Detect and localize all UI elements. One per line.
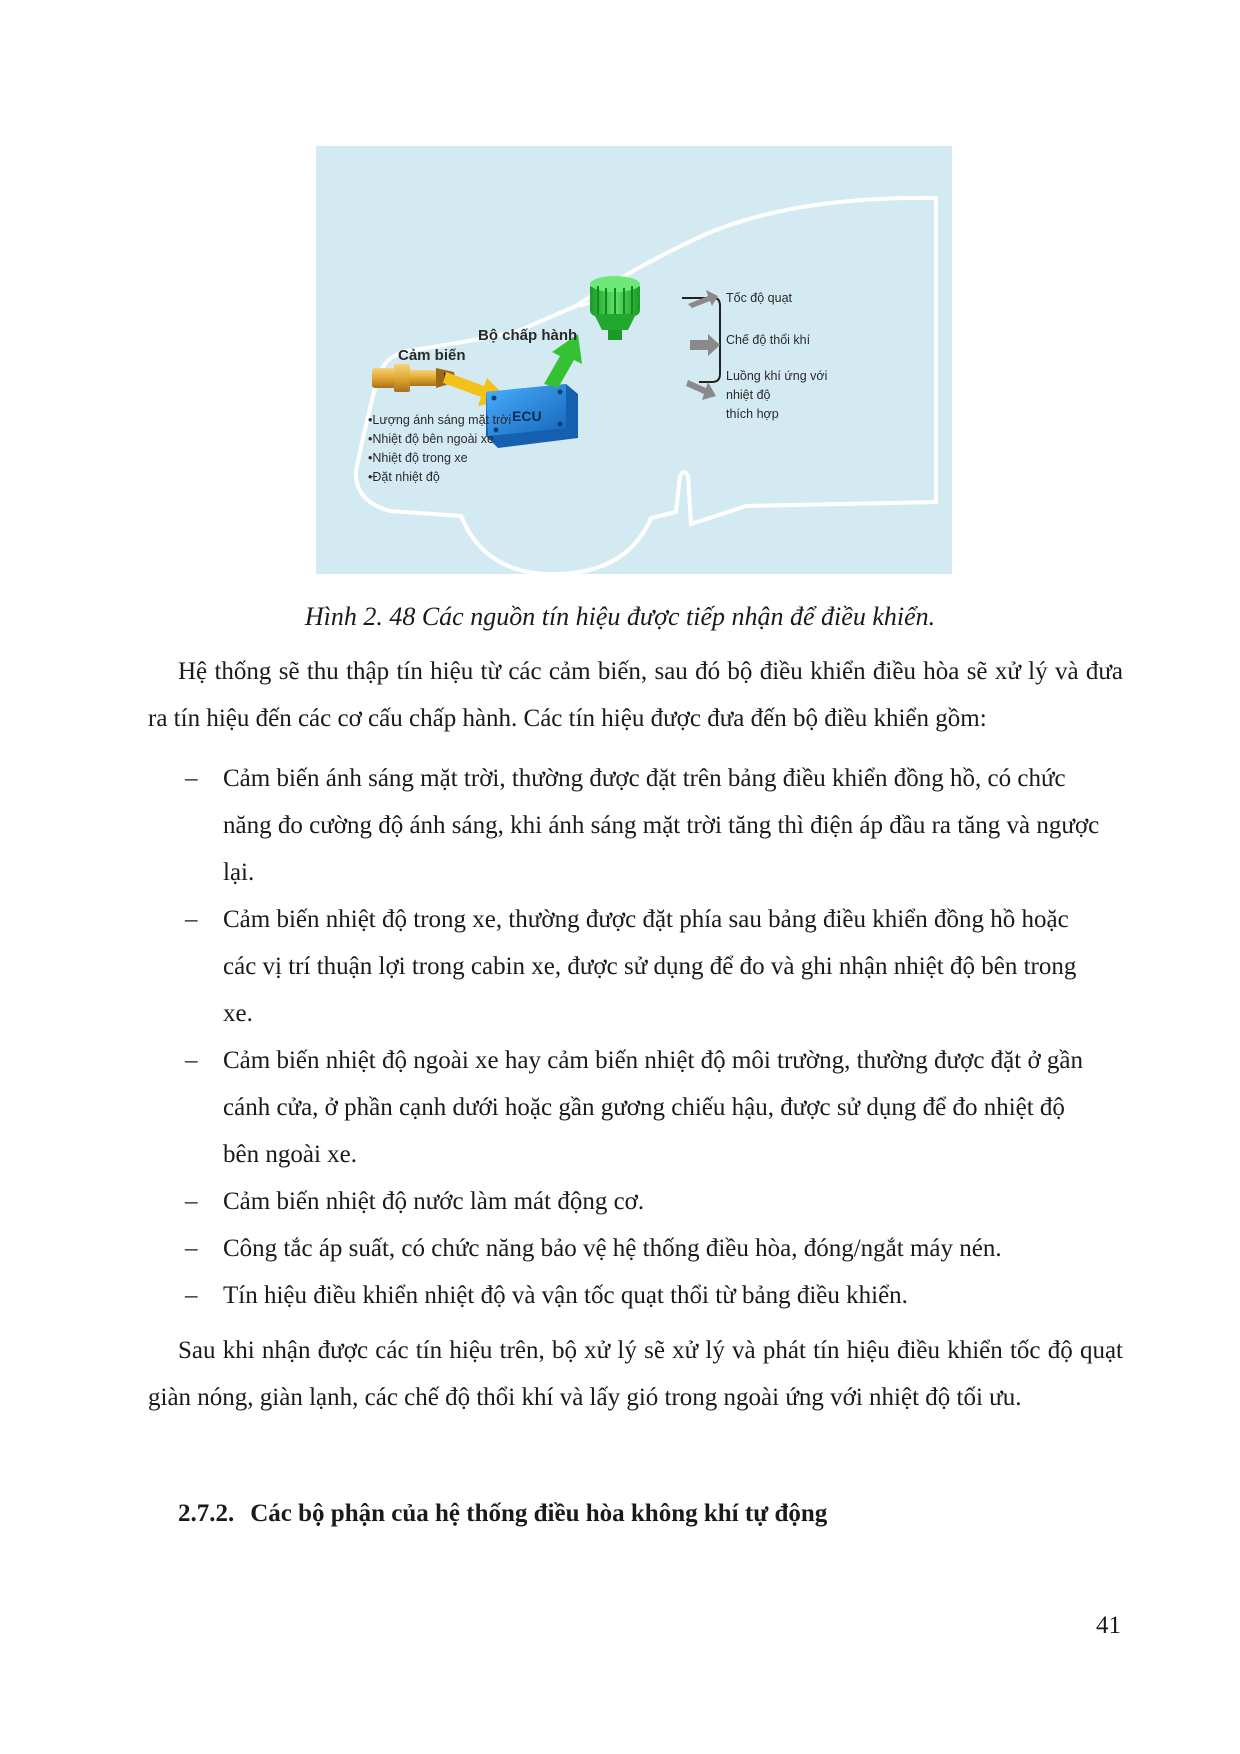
bullet-dash: – <box>185 1282 198 1309</box>
bullet-dash: – <box>185 1188 198 1215</box>
list-item-text: Cảm biến nhiệt độ trong xe, thường được đặt phía sau bảng điều khiển đồng hồ hoặc các vị trí thuận lợi trong cabin xe, được sử dụng để đo và ghi nhận nhiệt độ bên trong xe. <box>223 906 1077 1027</box>
output-fan-speed: Tốc độ quạt <box>726 291 793 305</box>
list-item-text: Cảm biến nhiệt độ ngoài xe hay cảm biến nhiệt độ môi trường, thường được đặt ở gần cánh cửa, ở phần cạnh dưới hoặc gần gương chiếu hậu, được sử dụng để đo nhiệt độ bên ngoài xe. <box>223 1047 1084 1168</box>
section-number: 2.7.2. <box>178 1500 235 1527</box>
list-item <box>148 755 1123 896</box>
output-airflow-line: nhiệt độ <box>726 388 771 402</box>
list-item-text: Tín hiệu điều khiển nhiệt độ và vận tốc quạt thổi từ bảng điều khiển. <box>223 1282 908 1309</box>
ecu-label: ECU <box>512 408 542 424</box>
list-item <box>148 896 1123 1037</box>
figure-caption: Hình 2. 48 Các nguồn tín hiệu được tiếp nhận để điều khiển. <box>304 602 936 631</box>
sensor-item: •Nhiệt độ bên ngoài xe <box>368 432 494 446</box>
list-item-text: Cảm biến ánh sáng mặt trời, thường được đặt trên bảng điều khiển đồng hồ, có chức năng đo cường độ ánh sáng, khi ánh sáng mặt trời tăng thì điện áp đầu ra tăng và ngược lại. <box>223 765 1100 886</box>
output-airflow-line: Luồng khí ứng với <box>726 369 828 383</box>
page-number: 41 <box>1096 1612 1121 1639</box>
sensor-item: •Nhiệt độ trong xe <box>368 451 468 465</box>
bullet-dash: – <box>185 906 198 933</box>
section-title: Các bộ phận của hệ thống điều hòa không khí tự động <box>250 1500 828 1527</box>
list-item-text: Công tắc áp suất, có chức năng bảo vệ hệ thống điều hòa, đóng/ngắt máy nén. <box>223 1235 1002 1262</box>
closing-paragraph: Sau khi nhận được các tín hiệu trên, bộ xử lý sẽ xử lý và phát tín hiệu điều khiển tốc độ quạt giàn nóng, giàn lạnh, các chế độ thổi khí và lấy gió trong ngoài ứng với nhiệt độ tối ưu. <box>148 1337 1123 1411</box>
intro-paragraph: Hệ thống sẽ thu thập tín hiệu từ các cảm biến, sau đó bộ điều khiển điều hòa sẽ xử lý và đưa ra tín hiệu đến các cơ cấu chấp hành. Các tín hiệu được đưa đến bộ điều khiển gồm: <box>148 658 1123 732</box>
sensor-title: Cảm biến <box>398 347 466 364</box>
sensor-item: •Đặt nhiệt độ <box>368 470 440 484</box>
figure-diagram <box>316 146 952 574</box>
car-outline <box>356 198 936 574</box>
bullet-dash: – <box>185 1047 198 1074</box>
output-airflow-line: thích hợp <box>726 407 779 421</box>
list-item <box>148 1037 1123 1178</box>
list-item <box>148 1178 1123 1225</box>
sensor-item: •Lượng ánh sáng mặt trời <box>368 413 512 427</box>
section-heading <box>178 1490 827 1537</box>
actuator-title: Bộ chấp hành <box>478 327 578 344</box>
list-item <box>148 1225 1123 1272</box>
bullet-dash: – <box>185 765 198 792</box>
output-blow-mode: Chế độ thổi khí <box>726 333 811 347</box>
bullet-dash: – <box>185 1235 198 1262</box>
signal-list <box>148 755 1123 1319</box>
list-item-text: Cảm biến nhiệt độ nước làm mát động cơ. <box>223 1188 645 1215</box>
figure-car-ac-signals <box>316 146 952 574</box>
list-item <box>148 1272 1123 1319</box>
